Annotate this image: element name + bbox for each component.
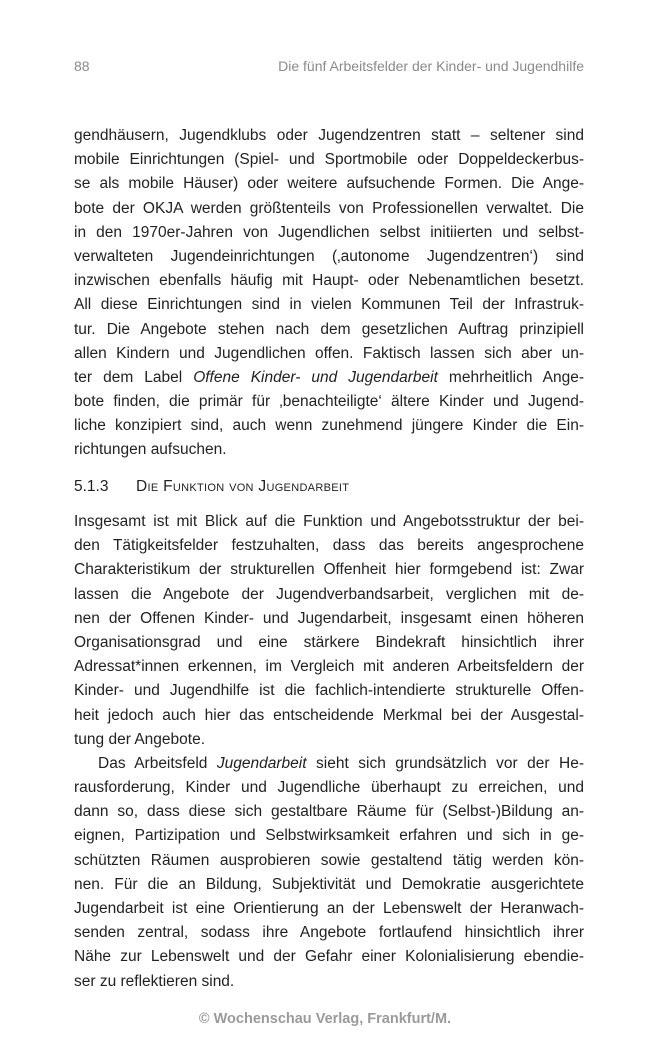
running-head xyxy=(74,58,584,78)
section-number: 5.1.3 xyxy=(74,478,109,495)
text-line: Organisationsgrad und eine stärkere Bindekraft hinsichtlich ihrer xyxy=(74,633,584,651)
text-line: mobile Einrichtungen (Spiel- und Sportmobile oder Doppeldeckerbus- xyxy=(74,151,584,169)
text-segment: sieht sich grundsätzlich vor der He- xyxy=(306,754,584,772)
text-line: ser zu reflektieren sind. xyxy=(74,972,235,990)
text-line: nen. Für die an Bildung, Subjektivität und Demokratie ausgerichtete xyxy=(74,875,584,893)
text-line: Jugendarbeit ist eine Orientierung an der Lebenswelt der Heranwach- xyxy=(74,900,584,917)
text-segment: ter dem Label xyxy=(74,368,194,386)
text-line: gendhäusern, Jugendklubs oder Jugendzentren statt – seltener sind xyxy=(74,127,584,144)
text-line: tur. Die Angebote stehen nach dem gesetzlichen Auftrag prinzipiell xyxy=(74,320,584,338)
text-line: nen der Offenen Kinder- und Jugendarbeit, insgesamt einen höheren xyxy=(74,609,584,627)
text-segment: Das Arbeitsfeld xyxy=(98,754,217,772)
chapter-title: Die fünf Arbeitsfelder der Kinder- und Jugendhilfe xyxy=(278,58,584,74)
text-line: senden zentral, sodass ihre Angebote fortlaufend hinsichtlich ihrer xyxy=(74,924,584,942)
text-line: den Tätigkeitsfelder festzuhalten, dass das bereits angesprochene xyxy=(74,537,584,555)
text-line: allen Kindern und Jugendlichen offen. Faktisch lassen sich aber un- xyxy=(74,344,584,362)
text-line: Adressat*innen erkennen, im Vergleich mit anderen Arbeitsfeldern der xyxy=(74,658,584,676)
paragraph-1 xyxy=(74,124,584,463)
text-line: Kinder- und Jugendhilfe ist die fachlich-intendierte strukturelle Offen- xyxy=(74,682,584,700)
section-heading xyxy=(74,478,584,496)
text-line: tung der Angebote. xyxy=(74,730,206,748)
text-line: schützten Räumen ausprobieren sowie gestaltend tätig werden kön- xyxy=(74,851,584,869)
text-line: eignen, Partizipation und Selbstwirksamkeit erfahren und sich in ge- xyxy=(74,827,584,845)
italic-term: Jugendarbeit xyxy=(216,754,307,772)
text-line xyxy=(74,366,584,390)
text-line: richtungen aufsuchen. xyxy=(74,441,227,459)
paragraph-2 xyxy=(74,510,584,994)
text-line: in den 1970er-Jahren von Jugendlichen selbst initiierten und selbst- xyxy=(74,223,584,241)
text-line: Charakteristikum der strukturellen Offenheit hier formgebend ist: Zwar xyxy=(74,561,584,579)
text-line: verwalteten Jugendeinrichtungen (‚autonome Jugendzentren‘) sind xyxy=(74,247,584,265)
text-line: rausforderung, Kinder und Jugendliche überhaupt zu erreichen, und xyxy=(74,779,584,797)
text-line: All diese Einrichtungen sind in vielen Kommunen Teil der Infrastruk- xyxy=(74,296,584,314)
text-line: lassen die Angebote der Jugendverbandsarbeit, verglichen mit de- xyxy=(74,585,584,603)
text-line: heit jedoch auch hier das entscheidende Merkmal bei der Ausgestal- xyxy=(74,706,584,724)
section-title: Die Funktion von Jugendarbeit xyxy=(136,478,350,495)
text-line: inzwischen ebenfalls häufig mit Haupt- oder Nebenamtlichen besetzt. xyxy=(74,272,584,290)
copyright-footer: © Wochenschau Verlag, Frankfurt/M. xyxy=(198,1011,452,1027)
text-line: Insgesamt ist mit Blick auf die Funktion und Angebotsstruktur der bei- xyxy=(74,513,584,530)
text-line: bote der OKJA werden größtenteils von Professionellen verwaltet. Die xyxy=(74,199,584,217)
italic-term: Offene Kinder- und Jugendarbeit xyxy=(193,368,438,386)
text-line: se als mobile Häuser) oder weitere aufsuchende Formen. Die Ange- xyxy=(74,175,584,193)
text-line: liche konzipiert sind, auch wenn zunehmend jüngere Kinder die Ein- xyxy=(74,417,584,435)
text-line xyxy=(74,752,584,776)
text-line: Nähe zur Lebenswelt und der Gefahr einer Kolonialisierung ebendie- xyxy=(74,948,584,966)
text-line: dann so, dass diese sich gestaltbare Räume für (Selbst-)Bildung an- xyxy=(74,803,584,821)
text-segment: mehrheitlich Ange- xyxy=(437,368,584,386)
text-line: bote finden, die primär für ‚benachteiligte‘ ältere Kinder und Jugend- xyxy=(74,393,584,411)
page-number: 88 xyxy=(74,58,90,74)
